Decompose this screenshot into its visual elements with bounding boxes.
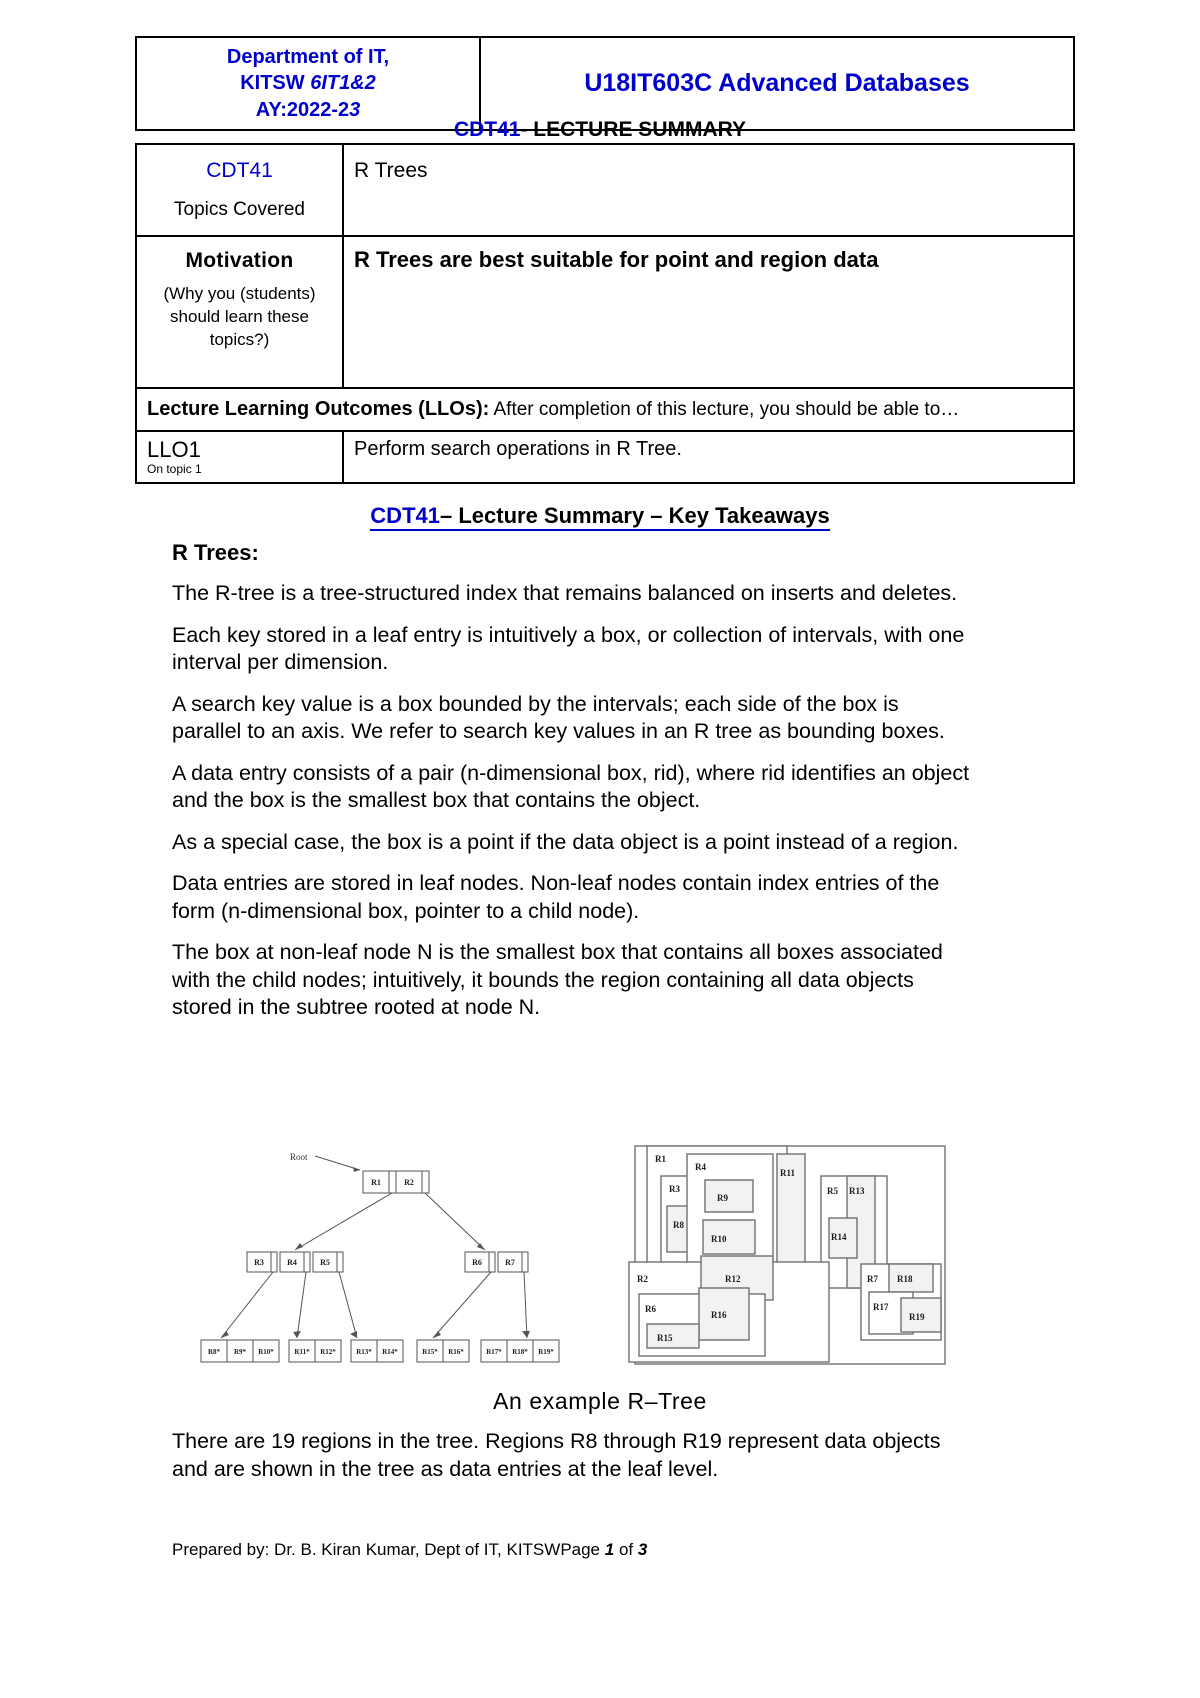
leaf-entry: R16* — [448, 1348, 464, 1356]
takeaway-paragraph: A data entry consists of a pair (n-dimensional box, rid), where rid identifies an object and the box is the smallest box that contains the object. — [172, 760, 970, 813]
motivation-sublabel: (Why you (students) should learn these topics?) — [163, 284, 316, 349]
tree-node-level2-right — [465, 1252, 528, 1272]
region-label: R15 — [657, 1333, 673, 1343]
key-takeaways-code: CDT41 — [370, 503, 440, 528]
region-label: R18 — [897, 1274, 913, 1284]
takeaway-paragraph: A search key value is a box bounded by the intervals; each side of the box is parallel to an axis. We refer to search key values in an R tree as bounding boxes. — [172, 691, 945, 744]
region-label: R4 — [695, 1162, 706, 1172]
takeaway-paragraph: The box at non-leaf node N is the smallest box that contains all boxes associated with the child nodes; intuitively, it bounds the region containing all data objects stored in the subtree rooted at node N. — [172, 940, 943, 1020]
region-label: R8 — [673, 1220, 684, 1230]
tree-structure-diagram — [201, 1152, 559, 1362]
topics-covered-label-cell — [136, 144, 343, 236]
motivation-value: R Trees are best suitable for point and region data — [354, 247, 879, 272]
root-label: Root — [290, 1152, 308, 1162]
tree-node-level2-left — [247, 1252, 343, 1272]
region-label: R5 — [827, 1186, 838, 1196]
takeaway-paragraph: The R-tree is a tree-structured index that remains balanced on inserts and deletes. — [172, 581, 958, 605]
dept-line-2-plain: KITSW — [240, 72, 311, 95]
bounding-box-diagram — [629, 1146, 945, 1364]
llo-header-cell — [136, 388, 1074, 431]
dept-line-2-italic: 6IT1&2 — [310, 72, 376, 95]
lecture-summary-rest: - LECTURE SUMMARY — [520, 118, 747, 141]
lecture-summary-heading — [0, 118, 1200, 142]
region-label: R19 — [909, 1312, 925, 1322]
tree-node-entry: R2 — [404, 1178, 414, 1187]
region-label: R14 — [831, 1232, 847, 1242]
dept-line-2 — [145, 70, 471, 96]
region-label: R10 — [711, 1234, 727, 1244]
leaf-entry: R14* — [382, 1348, 398, 1356]
tree-node-entry: R4 — [287, 1258, 297, 1267]
tree-node-entry: R6 — [472, 1258, 482, 1267]
department-cell — [136, 37, 480, 130]
tree-node-entry: R3 — [254, 1258, 264, 1267]
motivation-label-cell — [136, 236, 343, 388]
region-label: R12 — [725, 1274, 741, 1284]
figure-caption: An example R–Tree — [493, 1388, 707, 1414]
llo1-number-cell — [136, 431, 343, 483]
leaf-entry: R15* — [422, 1348, 438, 1356]
lecture-summary-code: CDT41 — [453, 118, 521, 141]
course-title-cell: U18IT603C Advanced Databases — [480, 37, 1074, 130]
dept-line-3-plain: AY:2022-2 — [255, 98, 350, 121]
dept-line-3-italic: 3 — [349, 98, 361, 121]
tree-node-entry: R7 — [505, 1258, 515, 1267]
topics-covered-row — [136, 144, 1074, 236]
leaf-entry: R17* — [486, 1348, 502, 1356]
r-tree-figure — [185, 1128, 1015, 1428]
tree-node-entry: R1 — [371, 1178, 381, 1187]
takeaway-paragraph: Data entries are stored in leaf nodes. Non-leaf nodes contain index entries of the form (n-dimensional box, pointer to a child node). — [172, 871, 940, 923]
leaf-entry: R18* — [512, 1348, 528, 1356]
footer-of-word: of — [614, 1540, 638, 1559]
llo1-row — [136, 431, 1074, 483]
tree-leaf-nodes — [201, 1340, 559, 1362]
topics-covered-code: CDT41 — [206, 159, 273, 182]
llo1-number: LLO1 — [147, 436, 201, 462]
leaf-entry: R9* — [233, 1348, 247, 1356]
region-label: R16 — [711, 1310, 727, 1320]
tree-node-root — [363, 1171, 429, 1193]
region-label: R11 — [780, 1168, 796, 1178]
leaf-entry: R13* — [356, 1348, 372, 1356]
takeaway-paragraph: As a special case, the box is a point if the data object is a point instead of a region. — [172, 829, 959, 854]
page-footer — [172, 1540, 1072, 1560]
key-takeaways-rest: – Lecture Summary – Key Takeaways — [440, 503, 830, 531]
footer-page-total: 3 — [637, 1540, 648, 1559]
topics-covered-value: R Trees — [354, 159, 428, 182]
footer-page-number: 1 — [604, 1540, 615, 1559]
leaf-entry: R19* — [538, 1348, 554, 1356]
region-label: R2 — [637, 1274, 648, 1284]
tree-node-entry: R5 — [320, 1258, 330, 1267]
motivation-row — [136, 236, 1074, 388]
topics-covered-value-cell — [343, 144, 1074, 236]
footer-prepared-by: Prepared by: Dr. B. Kiran Kumar, Dept of IT, KITSW — [172, 1540, 561, 1559]
closing-paragraph: There are 19 regions in the tree. Regions R8 through R19 represent data objects and are shown in the tree as data entries at the leaf level. — [172, 1429, 941, 1481]
llo-header-rest: After completion of this lecture, you should be able to… — [489, 399, 960, 420]
key-takeaways-subheading: R Trees: — [172, 540, 259, 565]
llo1-on-topic: On topic 1 — [147, 461, 202, 476]
takeaway-paragraph: Each key stored in a leaf entry is intuitively a box, or collection of intervals, with one interval per dimension. — [172, 622, 965, 675]
header-row — [136, 37, 1074, 130]
region-label: R9 — [717, 1193, 728, 1203]
llo-header-bold: Lecture Learning Outcomes (LLOs): — [147, 398, 490, 420]
region-label: R6 — [645, 1304, 656, 1314]
llo-header-row — [136, 388, 1074, 431]
document-header-table — [135, 36, 1075, 131]
key-takeaways-body — [172, 540, 972, 1036]
motivation-label: Motivation — [185, 249, 294, 272]
region-label: R3 — [669, 1184, 680, 1194]
leaf-entry: R8* — [207, 1348, 221, 1356]
region-label: R1 — [655, 1154, 666, 1164]
key-takeaways-heading — [0, 503, 1200, 529]
dept-line-1: Department of IT, — [226, 46, 390, 68]
leaf-entry: R11* — [294, 1348, 310, 1356]
region-label: R7 — [867, 1274, 878, 1284]
region-label: R13 — [849, 1186, 865, 1196]
leaf-entry: R10* — [258, 1348, 274, 1356]
llo1-text-cell: Perform search operations in R Tree. — [343, 431, 1074, 483]
leaf-entry: R12* — [320, 1348, 336, 1356]
topics-covered-sublabel: Topics Covered — [174, 199, 305, 220]
region-label: R17 — [873, 1302, 889, 1312]
motivation-value-cell — [343, 236, 1074, 388]
lecture-summary-table — [135, 143, 1075, 484]
footer-page-word: Page — [560, 1540, 605, 1559]
